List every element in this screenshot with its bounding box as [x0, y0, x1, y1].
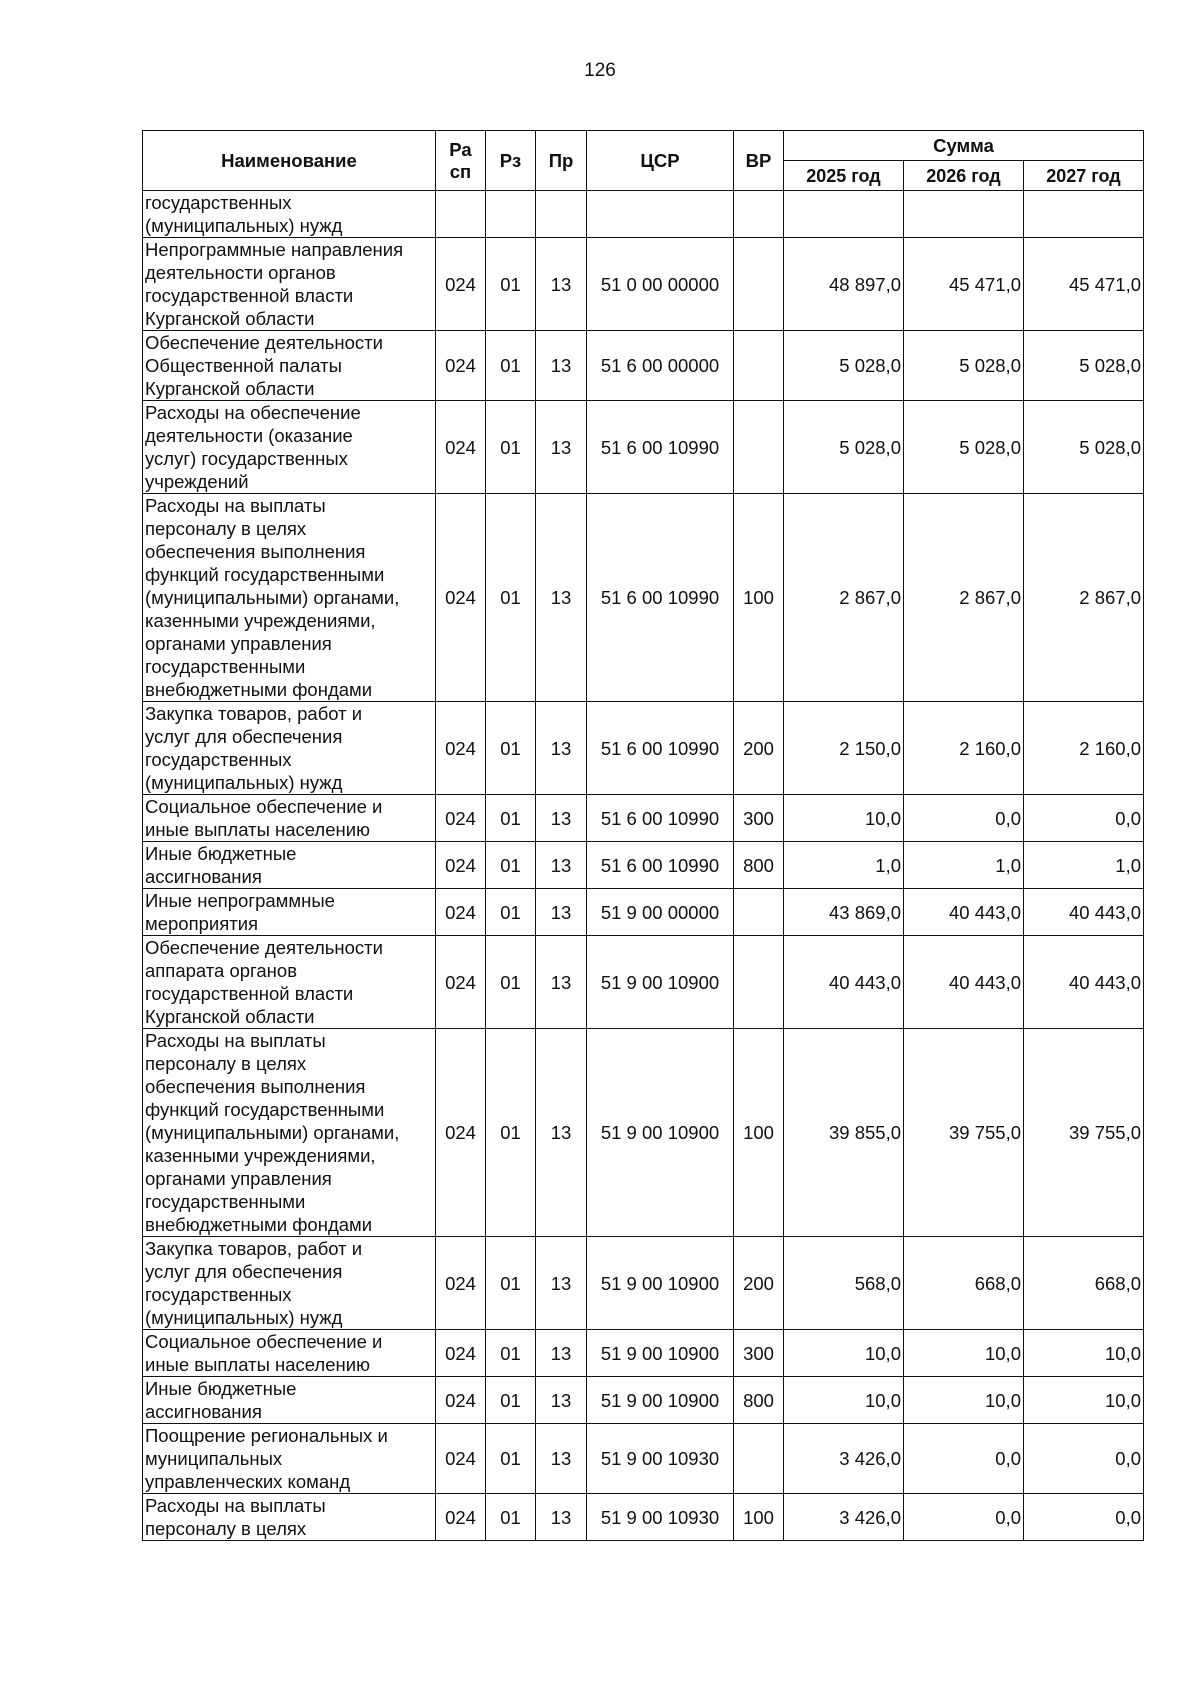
cell-name: Иные непрограммные мероприятия [143, 889, 436, 936]
cell-vr [734, 889, 784, 936]
cell-vr [734, 191, 784, 238]
cell-rasp [436, 191, 486, 238]
col-header-2027: 2027 год [1024, 161, 1144, 191]
cell-vr [734, 936, 784, 1029]
cell-vr: 300 [734, 795, 784, 842]
cell-2026: 39 755,0 [904, 1029, 1024, 1237]
cell-csr: 51 6 00 10990 [587, 494, 734, 702]
cell-2026: 0,0 [904, 795, 1024, 842]
cell-name: Закупка товаров, работ и услуг для обеспечения государственных (муниципальных) нужд [143, 1237, 436, 1330]
table-row [143, 889, 1144, 936]
cell-2025: 1,0 [784, 842, 904, 889]
cell-rz: 01 [486, 1237, 536, 1330]
cell-rz: 01 [486, 1029, 536, 1237]
cell-vr: 100 [734, 1494, 784, 1541]
cell-rz: 01 [486, 1424, 536, 1494]
table-row [143, 842, 1144, 889]
cell-pr: 13 [536, 494, 587, 702]
cell-rz [486, 191, 536, 238]
cell-pr: 13 [536, 331, 587, 401]
table-row [143, 702, 1144, 795]
cell-pr: 13 [536, 1029, 587, 1237]
cell-name: Социальное обеспечение и иные выплаты населению [143, 1330, 436, 1377]
col-header-vr: ВР [734, 131, 784, 191]
col-header-summa: Сумма [784, 131, 1144, 161]
table-row [143, 494, 1144, 702]
cell-2025: 5 028,0 [784, 401, 904, 494]
cell-2026: 10,0 [904, 1330, 1024, 1377]
cell-csr: 51 9 00 10900 [587, 1237, 734, 1330]
cell-2027: 40 443,0 [1024, 889, 1144, 936]
cell-2027: 1,0 [1024, 842, 1144, 889]
cell-csr: 51 9 00 10930 [587, 1424, 734, 1494]
cell-name: Поощрение региональных и муниципальных управленческих команд [143, 1424, 436, 1494]
table-row [143, 401, 1144, 494]
cell-2025: 2 867,0 [784, 494, 904, 702]
cell-pr: 13 [536, 795, 587, 842]
cell-rz: 01 [486, 1494, 536, 1541]
cell-name: Иные бюджетные ассигнования [143, 1377, 436, 1424]
col-header-rasp: Ра сп [436, 131, 486, 191]
table-row [143, 795, 1144, 842]
cell-pr [536, 191, 587, 238]
cell-2027: 5 028,0 [1024, 331, 1144, 401]
cell-csr: 51 9 00 00000 [587, 889, 734, 936]
table-body [143, 191, 1144, 1541]
table-header [143, 131, 1144, 191]
cell-vr: 100 [734, 1029, 784, 1237]
cell-2026: 10,0 [904, 1377, 1024, 1424]
cell-2025: 10,0 [784, 795, 904, 842]
cell-csr: 51 9 00 10930 [587, 1494, 734, 1541]
cell-pr: 13 [536, 1330, 587, 1377]
cell-vr [734, 401, 784, 494]
cell-rz: 01 [486, 702, 536, 795]
cell-pr: 13 [536, 936, 587, 1029]
cell-vr: 800 [734, 1377, 784, 1424]
cell-pr: 13 [536, 1377, 587, 1424]
cell-2026: 2 160,0 [904, 702, 1024, 795]
cell-rasp: 024 [436, 702, 486, 795]
cell-2027: 668,0 [1024, 1237, 1144, 1330]
cell-name: Закупка товаров, работ и услуг для обеспечения государственных (муниципальных) нужд [143, 702, 436, 795]
cell-2025: 5 028,0 [784, 331, 904, 401]
cell-name: Социальное обеспечение и иные выплаты населению [143, 795, 436, 842]
cell-rasp: 024 [436, 331, 486, 401]
cell-2026: 668,0 [904, 1237, 1024, 1330]
cell-2025: 10,0 [784, 1377, 904, 1424]
cell-pr: 13 [536, 702, 587, 795]
cell-vr [734, 331, 784, 401]
cell-2027: 2 160,0 [1024, 702, 1144, 795]
cell-2026: 40 443,0 [904, 936, 1024, 1029]
cell-2026: 0,0 [904, 1494, 1024, 1541]
cell-2027: 0,0 [1024, 1424, 1144, 1494]
cell-rz: 01 [486, 842, 536, 889]
cell-name: Обеспечение деятельности аппарата органов государственной власти Курганской области [143, 936, 436, 1029]
col-header-csr: ЦСР [587, 131, 734, 191]
cell-csr: 51 6 00 00000 [587, 331, 734, 401]
cell-rasp: 024 [436, 936, 486, 1029]
cell-rz: 01 [486, 1377, 536, 1424]
cell-2025: 3 426,0 [784, 1424, 904, 1494]
cell-2027: 0,0 [1024, 795, 1144, 842]
cell-rasp: 024 [436, 1424, 486, 1494]
cell-2025: 2 150,0 [784, 702, 904, 795]
cell-2026: 5 028,0 [904, 401, 1024, 494]
cell-rasp: 024 [436, 494, 486, 702]
cell-vr: 200 [734, 702, 784, 795]
table-row [143, 191, 1144, 238]
cell-vr [734, 238, 784, 331]
cell-2025: 39 855,0 [784, 1029, 904, 1237]
cell-pr: 13 [536, 889, 587, 936]
cell-rz: 01 [486, 936, 536, 1029]
col-header-2025: 2025 год [784, 161, 904, 191]
cell-vr: 800 [734, 842, 784, 889]
cell-vr: 300 [734, 1330, 784, 1377]
col-header-rz: Рз [486, 131, 536, 191]
cell-2026: 1,0 [904, 842, 1024, 889]
cell-2025: 43 869,0 [784, 889, 904, 936]
cell-2025: 3 426,0 [784, 1494, 904, 1541]
cell-2026 [904, 191, 1024, 238]
cell-2025: 48 897,0 [784, 238, 904, 331]
cell-name: Иные бюджетные ассигнования [143, 842, 436, 889]
cell-rz: 01 [486, 795, 536, 842]
cell-csr [587, 191, 734, 238]
cell-rz: 01 [486, 1330, 536, 1377]
cell-pr: 13 [536, 1237, 587, 1330]
cell-name: Непрограммные направления деятельности органов государственной власти Курганской области [143, 238, 436, 331]
cell-2027: 5 028,0 [1024, 401, 1144, 494]
cell-rasp: 024 [436, 401, 486, 494]
cell-csr: 51 9 00 10900 [587, 936, 734, 1029]
cell-rasp: 024 [436, 1237, 486, 1330]
cell-2025: 10,0 [784, 1330, 904, 1377]
col-header-2026: 2026 год [904, 161, 1024, 191]
table-row [143, 331, 1144, 401]
cell-rasp: 024 [436, 1330, 486, 1377]
cell-csr: 51 9 00 10900 [587, 1330, 734, 1377]
cell-name: Расходы на обеспечение деятельности (оказание услуг) государственных учреждений [143, 401, 436, 494]
cell-2026: 0,0 [904, 1424, 1024, 1494]
cell-csr: 51 6 00 10990 [587, 401, 734, 494]
cell-csr: 51 6 00 10990 [587, 842, 734, 889]
table-row [143, 238, 1144, 331]
cell-csr: 51 9 00 10900 [587, 1029, 734, 1237]
cell-pr: 13 [536, 1494, 587, 1541]
cell-name: Расходы на выплаты персоналу в целях обеспечения выполнения функций государственными (муниципальными) органами, казенными учреждениями, органами управления государственными внебюджетными фондами [143, 494, 436, 702]
cell-2025: 40 443,0 [784, 936, 904, 1029]
cell-rz: 01 [486, 494, 536, 702]
cell-name: Обеспечение деятельности Общественной палаты Курганской области [143, 331, 436, 401]
cell-name: государственных (муниципальных) нужд [143, 191, 436, 238]
cell-rasp: 024 [436, 1377, 486, 1424]
cell-2025 [784, 191, 904, 238]
table-row [143, 1029, 1144, 1237]
cell-2027: 10,0 [1024, 1377, 1144, 1424]
cell-rz: 01 [486, 889, 536, 936]
cell-2027: 2 867,0 [1024, 494, 1144, 702]
cell-vr: 100 [734, 494, 784, 702]
cell-rasp: 024 [436, 795, 486, 842]
cell-rz: 01 [486, 401, 536, 494]
col-header-pr: Пр [536, 131, 587, 191]
cell-csr: 51 6 00 10990 [587, 702, 734, 795]
cell-rz: 01 [486, 238, 536, 331]
cell-rasp: 024 [436, 1029, 486, 1237]
table-row [143, 1377, 1144, 1424]
cell-rasp: 024 [436, 889, 486, 936]
cell-name: Расходы на выплаты персоналу в целях обеспечения выполнения функций государственными (муниципальными) органами, казенными учреждениями, органами управления государственными внебюджетными фондами [143, 1029, 436, 1237]
cell-2027: 0,0 [1024, 1494, 1144, 1541]
table-row [143, 1424, 1144, 1494]
cell-pr: 13 [536, 1424, 587, 1494]
cell-2026: 2 867,0 [904, 494, 1024, 702]
cell-2027: 40 443,0 [1024, 936, 1144, 1029]
cell-name: Расходы на выплаты персоналу в целях [143, 1494, 436, 1541]
table-row [143, 1237, 1144, 1330]
col-header-name: Наименование [143, 131, 436, 191]
cell-2027 [1024, 191, 1144, 238]
cell-rasp: 024 [436, 1494, 486, 1541]
cell-2026: 40 443,0 [904, 889, 1024, 936]
cell-csr: 51 9 00 10900 [587, 1377, 734, 1424]
table-row [143, 936, 1144, 1029]
table-row [143, 1330, 1144, 1377]
cell-2026: 45 471,0 [904, 238, 1024, 331]
cell-rasp: 024 [436, 842, 486, 889]
cell-rz: 01 [486, 331, 536, 401]
cell-vr [734, 1424, 784, 1494]
cell-2027: 45 471,0 [1024, 238, 1144, 331]
cell-pr: 13 [536, 238, 587, 331]
cell-rasp: 024 [436, 238, 486, 331]
cell-vr: 200 [734, 1237, 784, 1330]
cell-2026: 5 028,0 [904, 331, 1024, 401]
cell-pr: 13 [536, 842, 587, 889]
cell-2027: 39 755,0 [1024, 1029, 1144, 1237]
cell-2027: 10,0 [1024, 1330, 1144, 1377]
budget-table [142, 130, 1144, 1541]
page-number: 126 [584, 60, 616, 81]
cell-pr: 13 [536, 401, 587, 494]
cell-csr: 51 6 00 10990 [587, 795, 734, 842]
cell-csr: 51 0 00 00000 [587, 238, 734, 331]
cell-2025: 568,0 [784, 1237, 904, 1330]
table-row [143, 1494, 1144, 1541]
